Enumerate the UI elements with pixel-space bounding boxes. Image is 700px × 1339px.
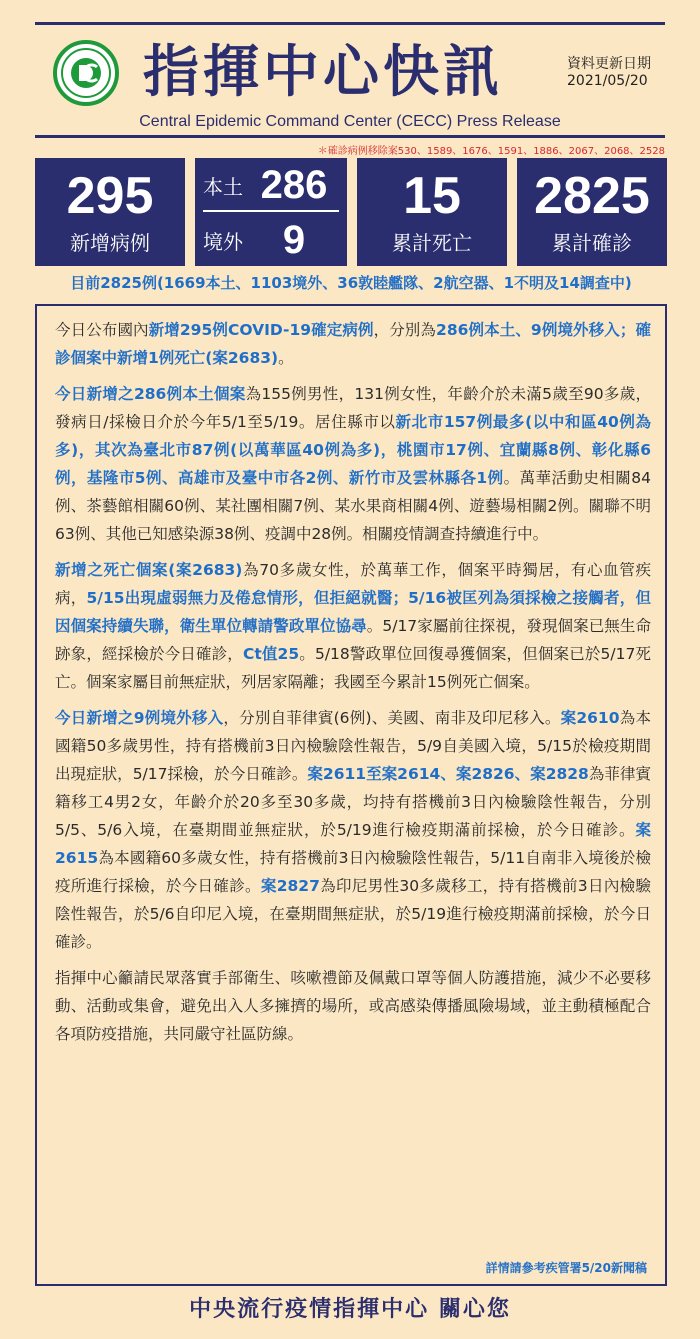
summary-line: 目前2825例(1669本土、1103境外、36敦睦艦隊、2航空器、1不明及14調查中) bbox=[70, 274, 632, 292]
p4-text-4: 為本國籍60多歲女性，持有搭機前3日內檢驗陰性報告，5/11自南非入境後於檢疫所進行採檢，於今日確診。 bbox=[55, 849, 651, 895]
p1-highlight-1: 新增295例COVID-19確定病例 bbox=[148, 321, 374, 339]
stat-local-value: 286 bbox=[260, 162, 328, 207]
p3-text-3: 。5/18警政單位回復尋獲個案，但個案已於5/17死亡。個案家屬目前無症狀，列居家隔離；我國至今累計15例死亡個案。 bbox=[55, 645, 651, 691]
p4-text-2: 為本國籍50多歲男性，持有搭機前3日內檢驗陰性報告，5/9自美國入境，5/15於檢疫期間出現症狀，5/17採檢，於今日確診。 bbox=[55, 709, 651, 783]
p2-highlight-1: 今日新增之286例本土個案 bbox=[55, 385, 246, 403]
stat-imported-row bbox=[203, 214, 339, 266]
p3-highlight-3: Ct值25 bbox=[242, 645, 300, 663]
footer: 中央流行疫情指揮中心 關心您 bbox=[189, 1297, 511, 1322]
paragraph-1 bbox=[55, 316, 651, 372]
p4-text-3: 為菲律賓籍移工4男2女，年齡介於20多至30多歲，均持有搭機前3日內檢驗陰性報告，分別5/5、5/6入境，在臺期間並無症狀，於5/19進行檢疫期滿前採檢，於今日確診。 bbox=[55, 765, 651, 839]
stat-deaths-value: 15 bbox=[403, 167, 461, 225]
body-box bbox=[35, 304, 667, 1286]
p4-highlight-1: 今日新增之9例境外移入 bbox=[55, 709, 224, 727]
stat-deaths bbox=[357, 158, 507, 266]
p1-text-1: 今日公布國內 bbox=[55, 321, 149, 339]
p2-text-2: 。萬華活動史相關84例、茶藝館相關60例、某社團相關7例、某水果商相關4例、遊藝場相關2例。關聯不明63例、其他已知感染源38例、疫調中28例。相關疫情調查持續進行中。 bbox=[55, 469, 651, 543]
p1-text-3: 。 bbox=[278, 349, 294, 367]
p4-highlight-4: 案2615 bbox=[55, 821, 651, 867]
removed-cases-note: ＊確診病例移除案530、1589、1676、1591、1886、2067、2068、2528 bbox=[317, 146, 665, 157]
p4-text-5: 為印尼男性30多歲移工，持有搭機前3日內檢驗陰性報告，於5/6自印尼入境，在臺期間無症狀，於5/19進行檢疫期滿前採檢，於今日確診。 bbox=[55, 877, 651, 951]
stat-total bbox=[517, 158, 667, 266]
p2-highlight-2: 新北市157例最多(以中和區40例為多)，其次為臺北市87例(以萬華區40例為多)，桃園市17例、宜蘭縣8例、彰化縣6例，基隆市5例、高雄市及臺中市各2例、新竹市及雲林縣各1例 bbox=[55, 413, 651, 487]
cdc-logo-icon bbox=[60, 47, 112, 99]
p4-highlight-3: 案2611至案2614、案2826、案2828 bbox=[307, 765, 589, 783]
p4-text-1: ，分別自菲律賓(6例)、美國、南非及印尼移入。 bbox=[223, 709, 561, 727]
stats-row bbox=[35, 158, 667, 266]
source-note: 詳情請參考疾管署5/20新聞稿 bbox=[485, 1261, 647, 1275]
stat-total-value: 2825 bbox=[534, 167, 650, 225]
p3-text-2: 。5/17家屬前往探視，發現個案已無生命跡象，經採檢於今日確診， bbox=[55, 617, 651, 663]
p4-highlight-5: 案2827 bbox=[260, 877, 320, 895]
stat-imported-label: 境外 bbox=[203, 229, 243, 254]
p2-text-1: 為155例男性，131例女性，年齡介於未滿5歲至90多歲，發病日/採檢日介於今年5/1至5/19。居住縣市以 bbox=[55, 385, 651, 431]
stat-local-row bbox=[203, 160, 339, 212]
p1-highlight-2: 286例本土、9例境外移入；確診個案中新增1例死亡(案2683) bbox=[55, 321, 651, 367]
stat-total-label: 累計確診 bbox=[552, 231, 632, 255]
p3-highlight-1: 新增之死亡個案(案2683) bbox=[55, 561, 243, 579]
stat-imported-value: 9 bbox=[282, 217, 306, 262]
update-date-label: 資料更新日期 bbox=[567, 56, 651, 72]
stat-new-cases-label: 新增病例 bbox=[70, 231, 150, 255]
stat-local-imported bbox=[195, 158, 347, 266]
paragraph-2 bbox=[55, 380, 651, 548]
stat-local-label: 本土 bbox=[203, 174, 243, 199]
subtitle: Central Epidemic Command Center (CECC) Press Release bbox=[139, 113, 561, 130]
stat-new-cases-value: 295 bbox=[66, 167, 154, 225]
header bbox=[35, 22, 665, 138]
cdc-logo bbox=[53, 40, 119, 106]
paragraph-3 bbox=[55, 556, 651, 696]
p3-text-1: 為70多歲女性，於萬華工作，個案平時獨居，有心血管疾病， bbox=[55, 561, 651, 607]
update-date: 2021/05/20 bbox=[567, 73, 648, 89]
stat-deaths-label: 累計死亡 bbox=[392, 231, 472, 255]
p3-highlight-2: 5/15出現虛弱無力及倦怠情形，但拒絕就醫；5/16被匡列為須採檢之接觸者，但因個案持續失聯，衛生單位轉請警政單位協尋 bbox=[55, 589, 651, 635]
p4-highlight-2: 案2610 bbox=[560, 709, 620, 727]
p1-text-2: ，分別為 bbox=[373, 321, 437, 339]
page-title: 指揮中心快訊 bbox=[143, 40, 503, 105]
stat-new-cases bbox=[35, 158, 185, 266]
paragraph-4 bbox=[55, 704, 651, 956]
paragraph-5: 指揮中心籲請民眾落實手部衛生、咳嗽禮節及佩戴口罩等個人防護措施，減少不必要移動、活動或集會，避免出入人多擁擠的場所，或高感染傳播風險場域，並主動積極配合各項防疫措施，共同嚴守社區防線。 bbox=[55, 969, 651, 1043]
